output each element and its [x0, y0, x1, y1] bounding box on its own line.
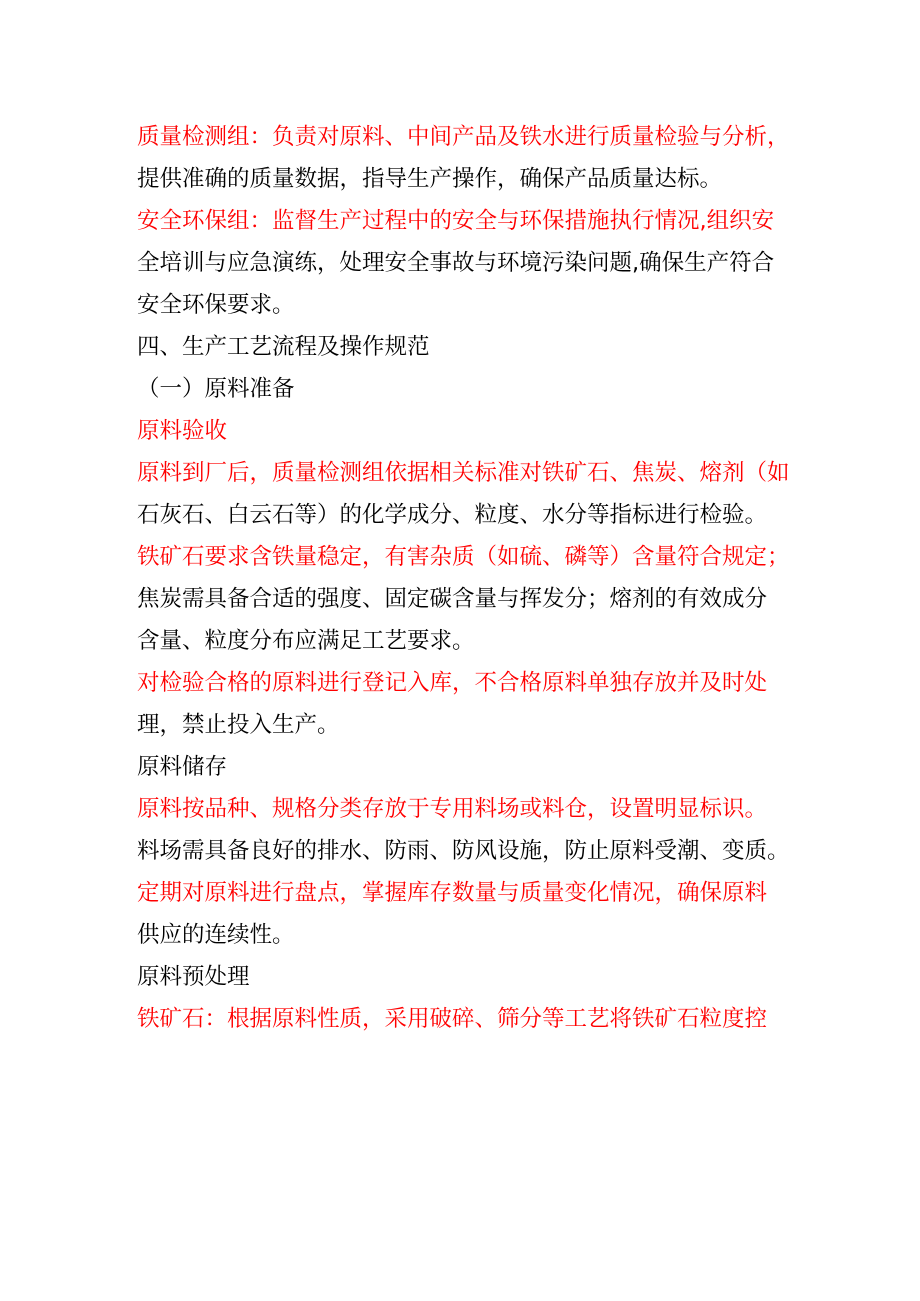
topic-heading: 原料验收	[137, 418, 228, 444]
text-line: 焦炭需具备合适的强度、固定碳含量与挥发分；熔剂的有效成分	[137, 586, 768, 612]
text-line: 原料到厂后，质量检测组依据相关标准对铁矿石、焦炭、熔剂（如	[137, 460, 790, 486]
text-line: 安全环保组：监督生产过程中的安全与环保措施执行情况,组织安	[137, 208, 775, 234]
document-body	[137, 116, 807, 1040]
text-line: 供应的连续性。	[137, 922, 295, 948]
subsection-heading: （一）原料准备	[137, 376, 295, 402]
text-line: 安全环保要求。	[137, 292, 295, 318]
text-line: 全培训与应急演练，处理安全事故与环境污染问题,确保生产符合	[137, 250, 775, 276]
topic-heading: 原料预处理	[137, 964, 250, 990]
text-line: 原料按品种、规格分类存放于专用料场或料仓，设置明显标识。	[137, 796, 768, 822]
text-line: 定期对原料进行盘点，掌握库存数量与质量变化情况，确保原料	[137, 880, 768, 906]
text-line: 对检验合格的原料进行登记入库，不合格原料单独存放并及时处	[137, 670, 768, 696]
text-line: 含量、粒度分布应满足工艺要求。	[137, 628, 475, 654]
text-line: 铁矿石：根据原料性质，采用破碎、筛分等工艺将铁矿石粒度控	[137, 1006, 768, 1032]
text-line: 料场需具备良好的排水、防雨、防风设施，防止原料受潮、变质。	[137, 838, 790, 864]
text-line: 石灰石、白云石等）的化学成分、粒度、水分等指标进行检验。	[137, 502, 768, 528]
text-line: 理，禁止投入生产。	[137, 712, 340, 738]
section-heading: 四、生产工艺流程及操作规范	[137, 334, 430, 360]
text-line: 质量检测组：负责对原料、中间产品及铁水进行质量检验与分析，	[137, 124, 790, 150]
text-line: 提供准确的质量数据，指导生产操作，确保产品质量达标。	[137, 166, 723, 192]
text-line: 铁矿石要求含铁量稳定，有害杂质（如硫、磷等）含量符合规定；	[137, 544, 790, 570]
topic-heading: 原料储存	[137, 754, 228, 780]
